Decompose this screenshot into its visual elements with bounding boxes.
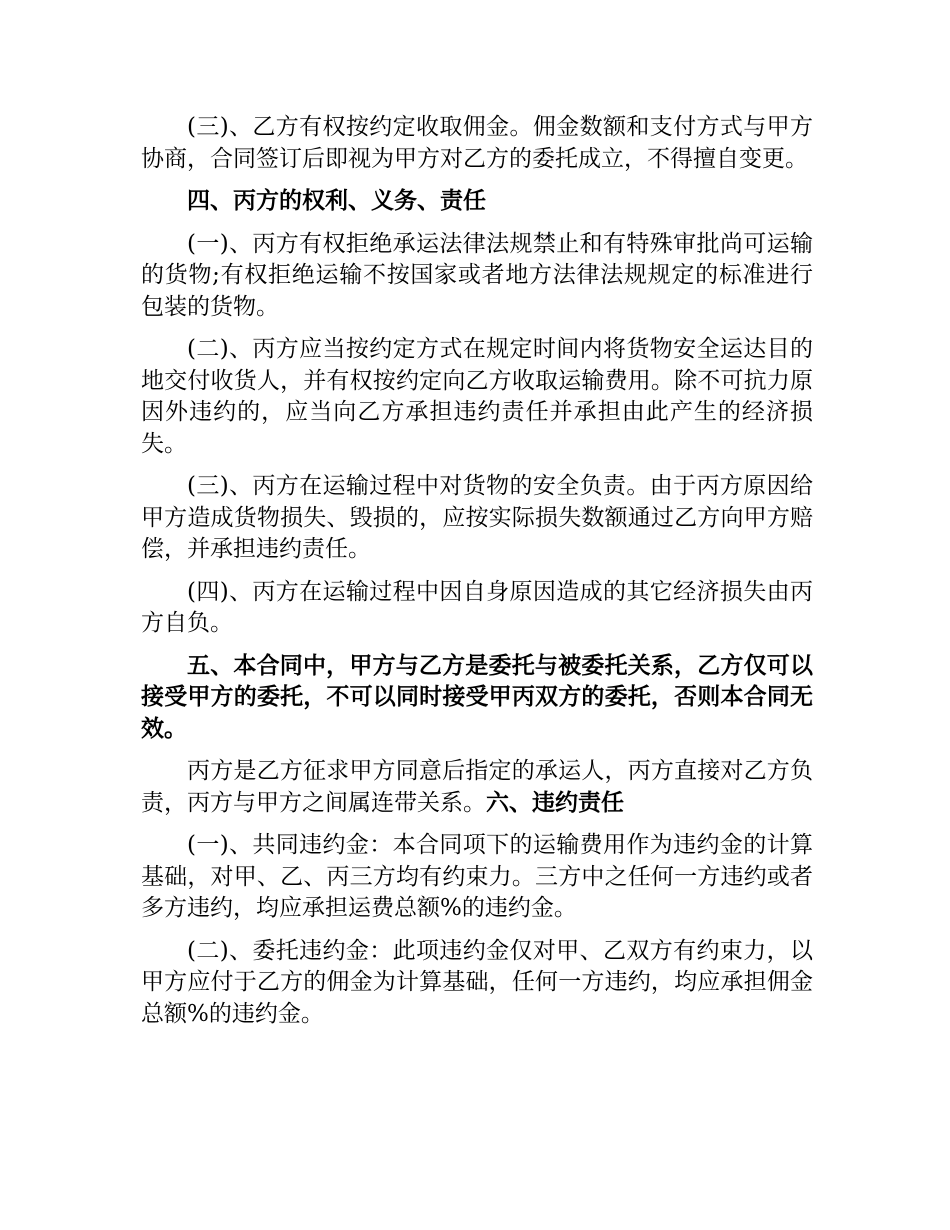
clause-2-paragraph — [141, 334, 813, 460]
paragraph-text: (二)、委托违约金：此项违约金仅对甲、乙双方有约束力，以甲方应付于乙方的佣金为计算基础，任何一方违约，均应承担佣金总额%的违约金。 — [141, 937, 813, 1027]
paragraph-text: 丙方是乙方征求甲方同意后指定的承运人，丙方直接对乙方负责，丙方与甲方之间属连带关系。 — [141, 758, 813, 816]
section-5-heading — [141, 651, 813, 746]
clause-3b-paragraph — [141, 471, 813, 566]
clause-4-paragraph — [141, 577, 813, 640]
heading-text: 四、丙方的权利、义务、责任 — [187, 188, 486, 214]
paragraph-text: (一)、丙方有权拒绝承运法律法规禁止和有特殊审批尚可运输的货物;有权拒绝运输不按国家或者地方法律法规规定的标准进行包装的货物。 — [141, 230, 813, 320]
document-page — [141, 112, 813, 1041]
paragraph-text: (一)、共同违约金：本合同项下的运输费用作为违约金的计算基础，对甲、乙、丙三方均有约束力。三方中之任何一方违约或者多方违约，均应承担运费总额%的违约金。 — [141, 832, 813, 921]
clause-3-paragraph — [141, 112, 813, 175]
section-4-heading — [141, 186, 813, 218]
section-6-heading: 六、违约责任 — [486, 789, 624, 816]
paragraph-text: (三)、乙方有权按约定收取佣金。佣金数额和支付方式与甲方协商，合同签订后即视为甲方对乙方的委托成立，不得擅自变更。 — [141, 114, 813, 172]
heading-text: 五、本合同中，甲方与乙方是委托与被委托关系，乙方仅可以接受甲方的委托，不可以同时接受甲丙双方的委托，否则本合同无效。 — [141, 652, 813, 742]
carrier-relation-paragraph — [141, 756, 813, 819]
paragraph-text: (二)、丙方应当按约定方式在规定时间内将货物安全运达目的地交付收货人，并有权按约定向乙方收取运输费用。除不可抗力原因外违约的，应当向乙方承担违约责任并承担由此产生的经济损失。 — [141, 336, 813, 457]
joint-penalty-paragraph — [141, 830, 813, 925]
clause-1-paragraph — [141, 229, 813, 324]
paragraph-text: (四)、丙方在运输过程中因自身原因造成的其它经济损失由丙方自负。 — [141, 578, 813, 636]
paragraph-text: (三)、丙方在运输过程中对货物的安全负责。由于丙方原因给甲方造成货物损失、毁损的，应按实际损失数额通过乙方向甲方赔偿，并承担违约责任。 — [141, 473, 813, 562]
commission-penalty-paragraph — [141, 936, 813, 1031]
